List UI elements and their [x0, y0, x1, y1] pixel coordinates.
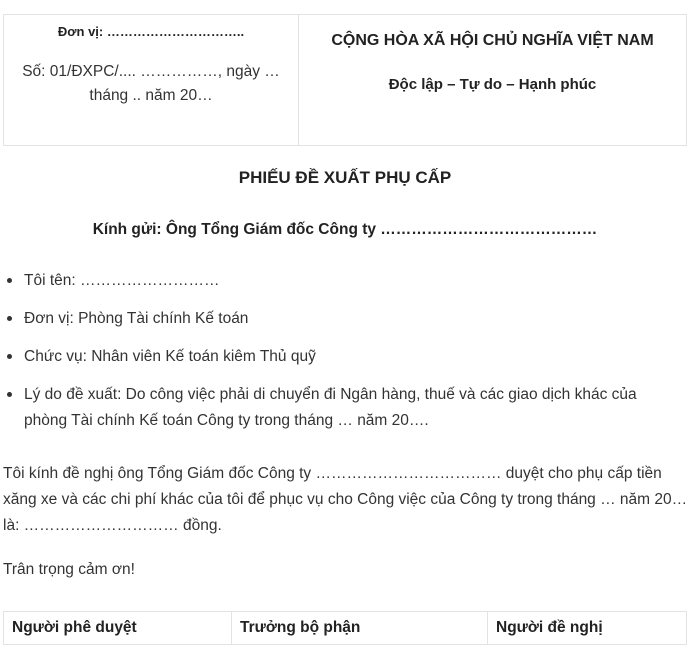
list-item-unit: Đơn vị: Phòng Tài chính Kế toán: [24, 306, 690, 332]
list-item-position: Chức vụ: Nhân viên Kế toán kiêm Thủ quỹ: [24, 344, 690, 370]
signature-department-head: Trưởng bộ phận: [232, 612, 488, 645]
signature-table: [3, 611, 687, 645]
info-list: [0, 268, 690, 446]
document-number: Số: 01/ĐXPC/.... ……………, ngày … tháng .. năm 20…: [22, 63, 280, 104]
list-item-reason: Lý do đề xuất: Do công việc phải di chuyển đi Ngân hàng, thuế và các giao dịch khác của phòng Tài chính Kế toán Công ty trong tháng … năm 20….: [24, 382, 690, 434]
header-table: [3, 14, 687, 146]
recipient-line: Kính gửi: Ông Tổng Giám đốc Công ty ……………………………………: [92, 221, 598, 238]
header-left-cell: [4, 15, 299, 146]
thanks-line: Trân trọng cảm ơn!: [3, 561, 135, 578]
unit-line: Đơn vị: …………………………..: [57, 24, 245, 39]
list-item-name: Tôi tên: ………………………: [24, 268, 690, 294]
document-title: PHIẾU ĐỀ XUẤT PHỤ CẤP: [238, 168, 452, 187]
header-right-cell: [299, 15, 687, 146]
request-paragraph: Tôi kính đề nghị ông Tổng Giám đốc Công ty ……………………………… duyệt cho phụ cấp tiền xăng xe và các chi phí khác của tôi để phục vụ cho Công việc của Công ty trong tháng … năm 20…là: ………………………… đồng.: [3, 465, 688, 534]
signature-approver: Người phê duyệt: [4, 612, 232, 645]
national-title: CỘNG HÒA XÃ HỘI CHỦ NGHĨA VIỆT NAM: [331, 32, 654, 49]
signature-requester: Người đề nghị: [488, 612, 687, 645]
national-motto: Độc lập – Tự do – Hạnh phúc: [388, 76, 597, 93]
